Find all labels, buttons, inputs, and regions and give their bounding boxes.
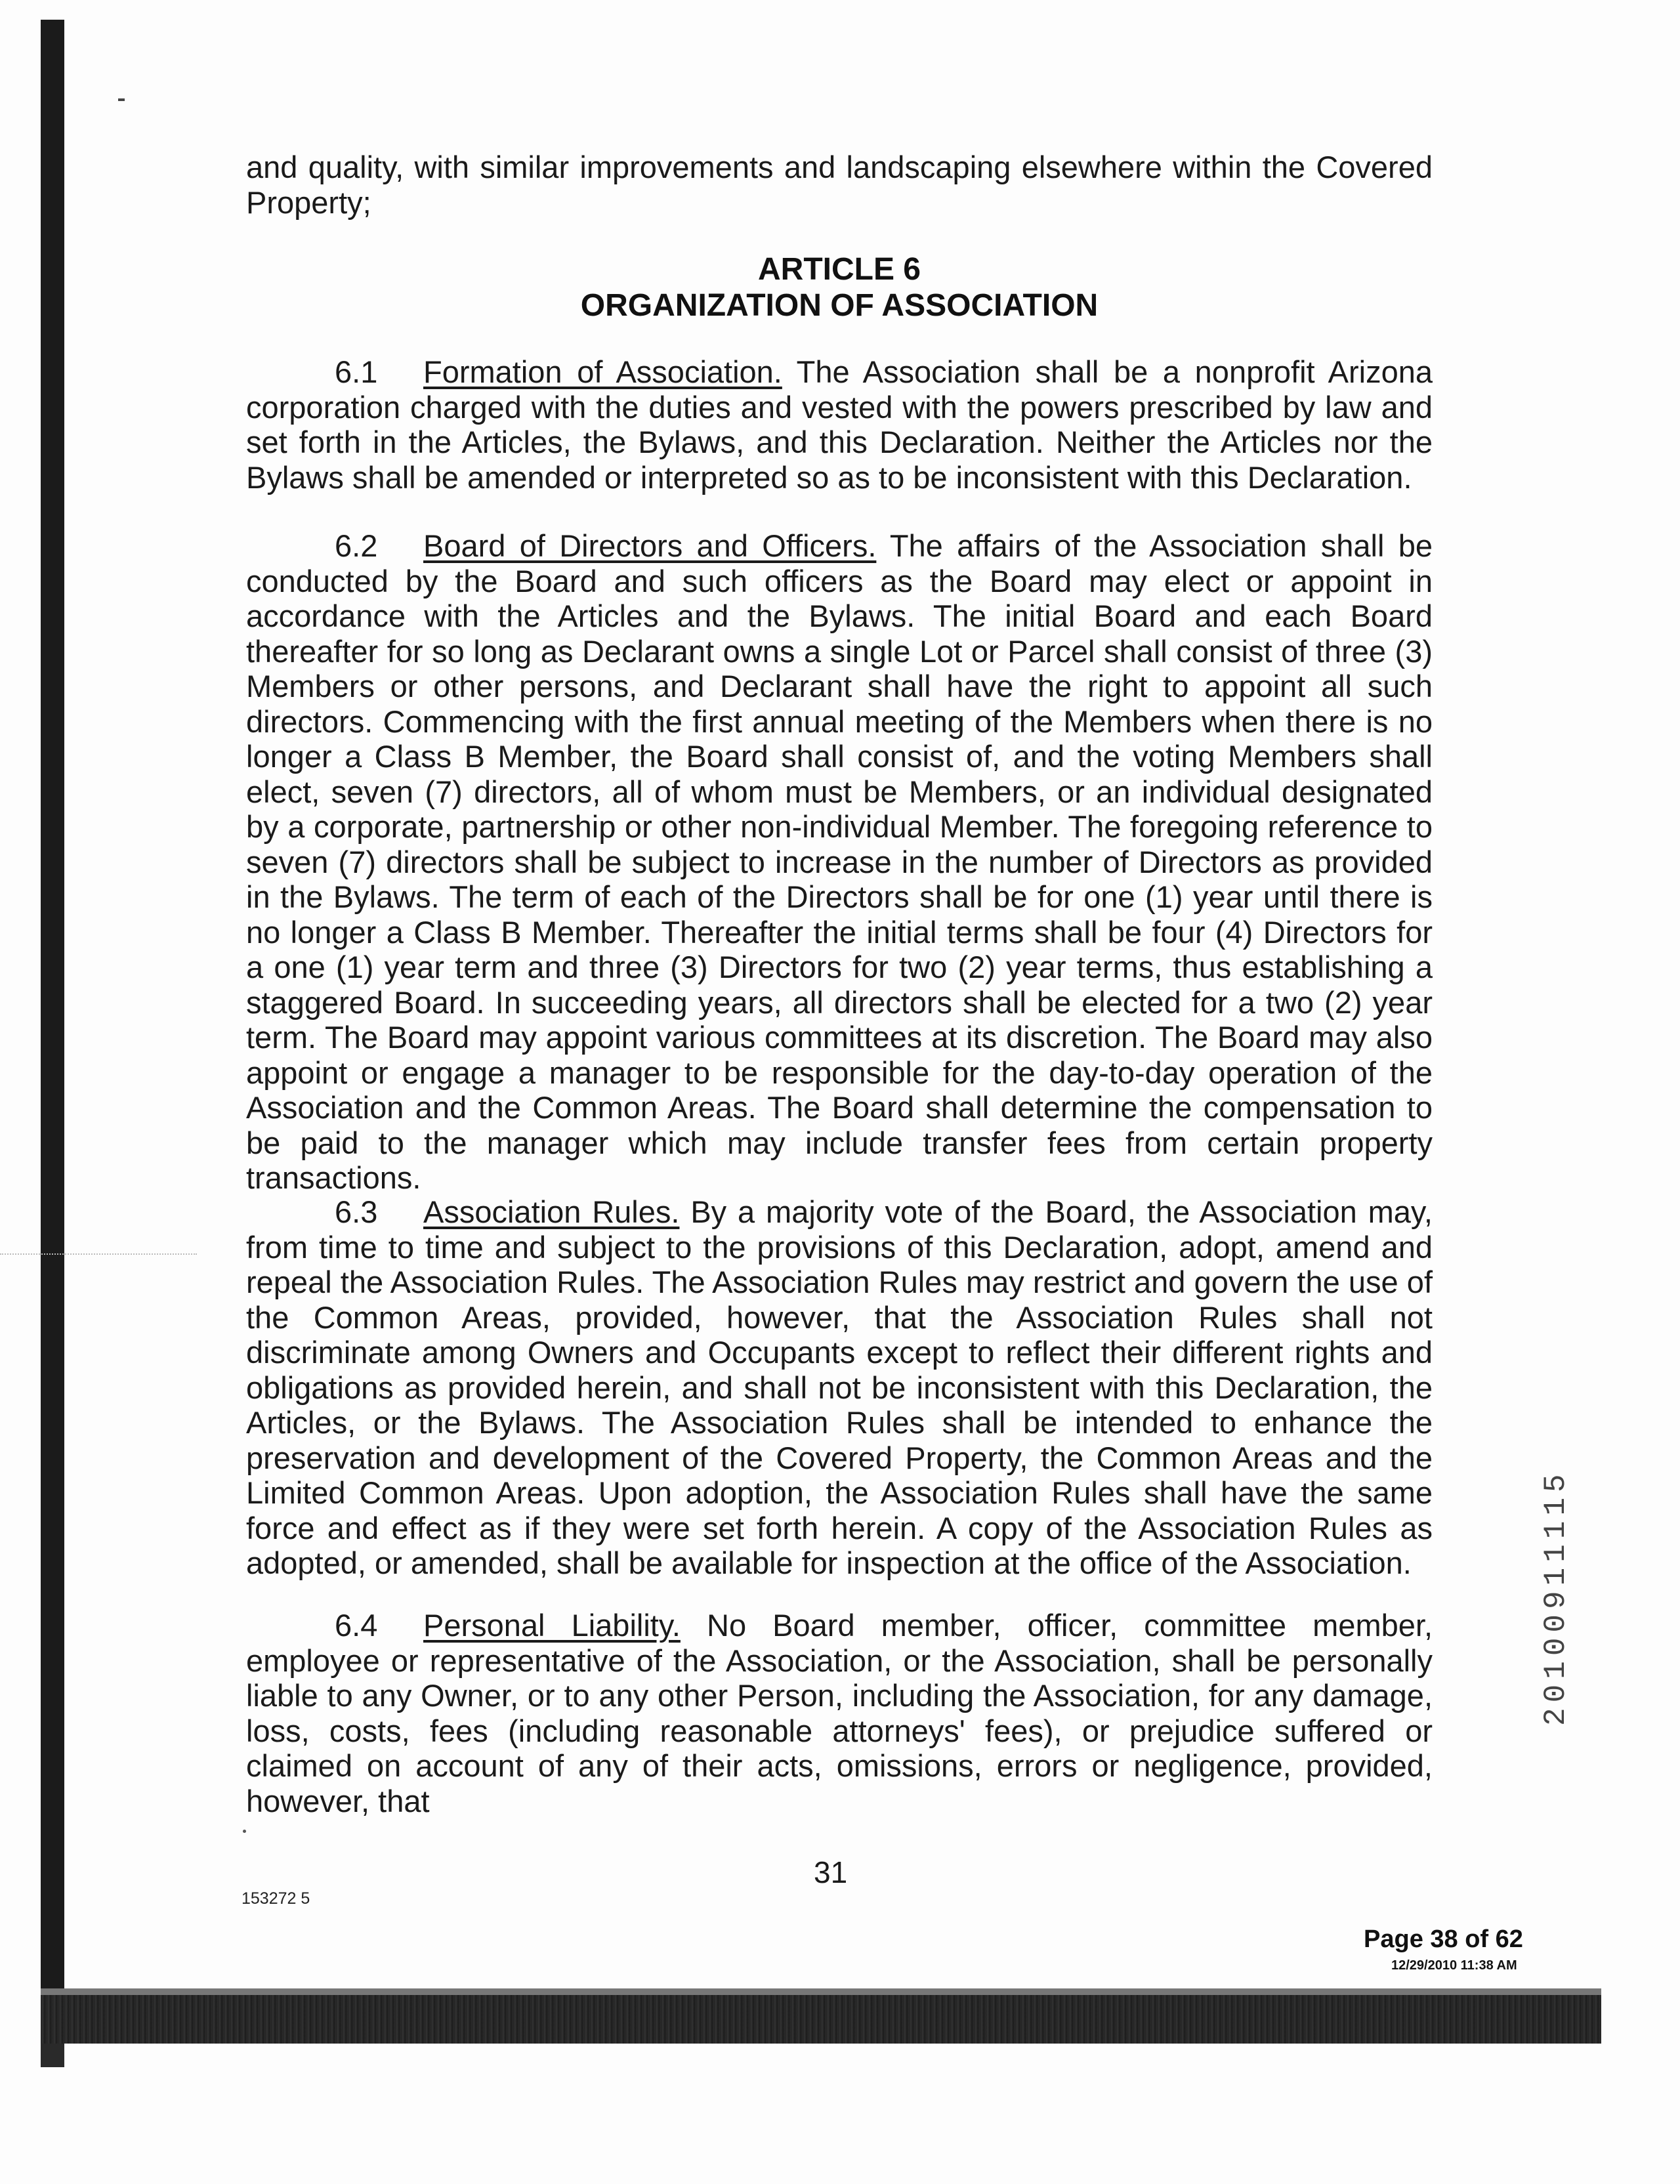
section-6-2 bbox=[246, 528, 1433, 1196]
scan-edge-bottom bbox=[41, 1995, 1601, 2044]
article-number: ARTICLE 6 bbox=[757, 252, 921, 287]
section-text: No Board member, officer, committee member, employee or representative of the Association, or the Association, shall be personally liable to any Owner, or to any other Person, including the Association, for any damage, loss, costs, fees (including reasonable attorneys' fees), or prejudice suffered or claimed on account of any of their acts, omissions, errors or negligence, provided, however, that bbox=[246, 1608, 1433, 1818]
section-text: By a majority vote of the Board, the Association may, from time to time and subject to the provisions of this Declaration, adopt, amend and repeal the Association Rules. The Association Rules may restrict and govern the use of the Common Areas, provided, however, that the Association Rules shall not discriminate among Owners and Occupants except to reflect their different rights and obligations as provided herein, and shall not be inconsistent with this Declaration, the Articles, or the Bylaws. The Association Rules shall be intended to enhance the preservation and development of the Covered Property, the Common Areas and the Limited Common Areas. Upon adoption, the Association Rules shall have the same force and effect as if they were set forth herein. A copy of the Association Rules as adopted, or amended, shall be available for inspection at the office of the Association. bbox=[246, 1194, 1433, 1580]
section-text: The Association shall be a nonprofit Arizona corporation charged with the duties and vested with the powers prescribed by law and set forth in the Articles, the Bylaws, and this Declaration. Neither the Articles nor the Bylaws shall be amended or interpreted so as to be inconsistent with this Declaration. bbox=[246, 354, 1433, 495]
section-number: 6.3 bbox=[335, 1194, 378, 1229]
section-heading: Formation of Association. bbox=[423, 354, 782, 389]
recorder-datetime: 12/29/2010 11:38 AM bbox=[1391, 1958, 1517, 1973]
recorder-page-label: Page 38 of 62 bbox=[1364, 1925, 1523, 1953]
document-id: 153272 5 bbox=[242, 1889, 310, 1908]
scan-mark bbox=[118, 98, 125, 101]
scan-dotted-line bbox=[0, 1253, 197, 1255]
page-number: 31 bbox=[814, 1855, 848, 1889]
section-text: The affairs of the Association shall be conducted by the Board and such officers as the Board may elect or appoint in accordance with the Articles and the Bylaws. The initial Board and each Board thereafter for so long as Declarant owns a single Lot or Parcel shall consist of three (3) Members or other persons, and Declarant shall have the right to appoint all such directors. Commencing with the first annual meeting of the Members when there is no longer a Class B Member, the Board shall consist of, and the voting Members shall elect, seven (7) directors, all of whom must be Members, or an individual designated by a corporate, partnership or other non-individual Member. The foregoing reference to seven (7) directors shall be subject to increase in the number of Directors as provided in the Bylaws. The term of each of the Directors shall be for one (1) year until there is no longer a Class B Member. Thereafter the initial terms shall be four (4) Directors for a one (1) year term and three (3) Directors for two (2) year terms, thus establishing a staggered Board. In succeeding years, all directors shall be elected for a two (2) year term. The Board may appoint various committees at its discretion. The Board may also appoint or engage a manager to be responsible for the day-to-day operation of the Association and the Common Areas. The Board shall determine the compensation to be paid to the manager which may include transfer fees from certain property transactions. bbox=[246, 528, 1433, 1195]
intro-fragment: and quality, with similar improvements and landscaping elsewhere within the Covered Property; bbox=[246, 150, 1433, 220]
section-6-4 bbox=[246, 1608, 1433, 1818]
scan-edge-bottom-line bbox=[41, 1988, 1601, 1995]
article-title: ORGANIZATION OF ASSOCIATION bbox=[580, 288, 1099, 323]
section-6-3 bbox=[246, 1194, 1433, 1581]
section-heading: Association Rules. bbox=[423, 1194, 680, 1229]
section-number: 6.2 bbox=[335, 528, 378, 563]
section-heading: Board of Directors and Officers. bbox=[423, 528, 877, 563]
section-6-1 bbox=[246, 354, 1433, 495]
recording-number-stamp: 20100911115 bbox=[1539, 1469, 1573, 1726]
section-number: 6.1 bbox=[335, 354, 378, 389]
section-number: 6.4 bbox=[335, 1608, 378, 1643]
scan-dot bbox=[243, 1830, 246, 1833]
section-heading: Personal Liability. bbox=[423, 1608, 681, 1643]
scan-edge-left bbox=[41, 20, 64, 2028]
